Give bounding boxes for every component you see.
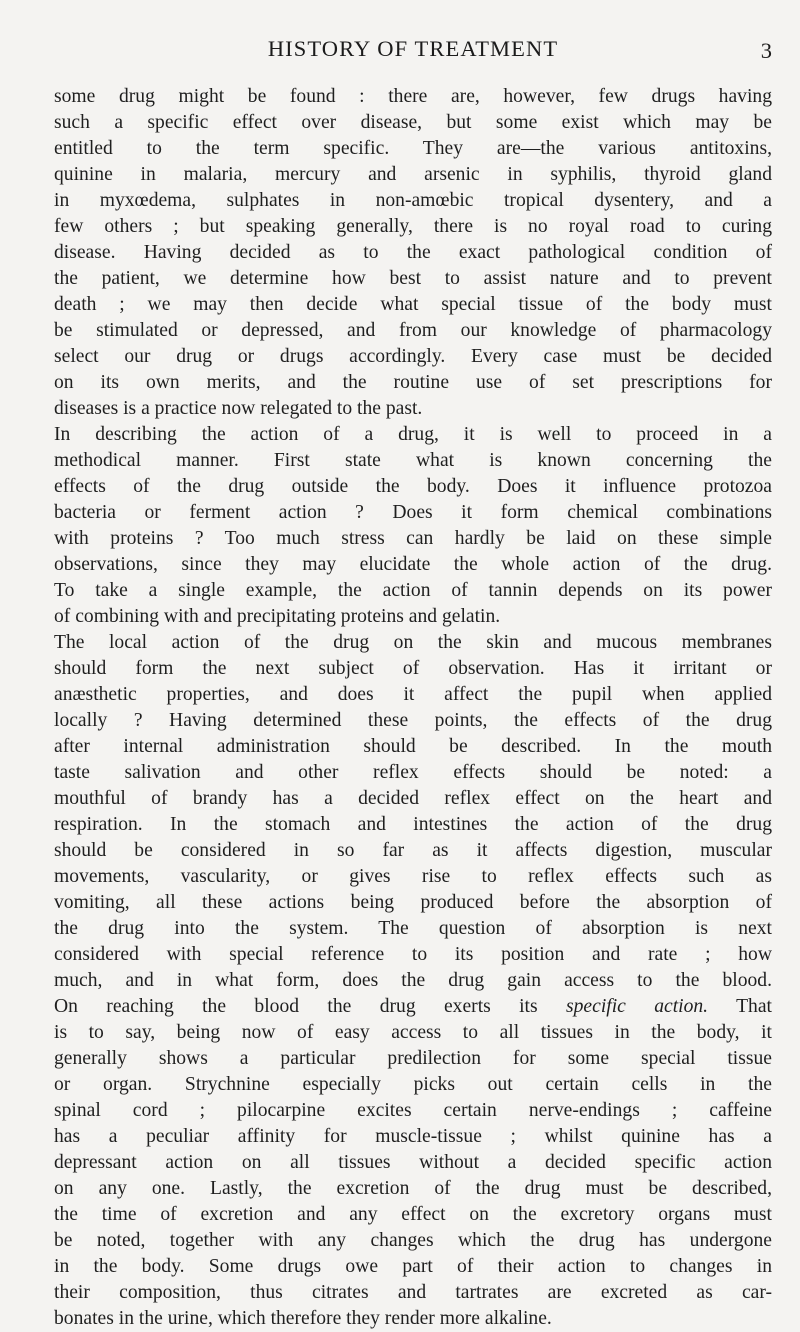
- text-line: should form the next subject of observation. Has it irritant or: [54, 658, 772, 679]
- text-line: should be considered in so far as it affects digestion, muscular: [54, 840, 772, 861]
- text-line: in myxœdema, sulphates in non-amœbic tropical dysentery, and a: [54, 190, 772, 211]
- text-line: considered with special reference to its position and rate ; how: [54, 944, 772, 965]
- text-line: [54, 994, 772, 1020]
- text-line: some drug might be found : there are, however, few drugs having: [54, 86, 772, 107]
- text-line: of combining with and precipitating proteins and gelatin.: [54, 606, 501, 627]
- text-line: vomiting, all these actions being produced before the absorption of: [54, 892, 772, 913]
- text-line: quinine in malaria, mercury and arsenic in syphilis, thyroid gland: [54, 164, 772, 185]
- text-line: such a specific effect over disease, but some exist which may be: [54, 112, 772, 133]
- text-line: disease. Having decided as to the exact pathological condition of: [54, 242, 772, 263]
- running-head: [54, 36, 772, 68]
- text-line: bonates in the urine, which therefore they render more alkaline.: [54, 1308, 552, 1329]
- text-line: locally ? Having determined these points, the effects of the drug: [54, 710, 772, 731]
- text-line: in the body. Some drugs owe part of their action to changes in: [54, 1256, 772, 1277]
- text-line: To take a single example, the action of tannin depends on its power: [54, 580, 772, 601]
- text-line: few others ; but speaking generally, there is no royal road to curing: [54, 216, 772, 237]
- text-line: their composition, thus citrates and tartrates are excreted as car-: [54, 1282, 772, 1303]
- text-line: or organ. Strychnine especially picks out certain cells in the: [54, 1074, 772, 1095]
- text-line: select our drug or drugs accordingly. Every case must be decided: [54, 346, 772, 367]
- text-line: observations, since they may elucidate the whole action of the drug.: [54, 554, 772, 575]
- text-line: with proteins ? Too much stress can hardly be laid on these simple: [54, 528, 772, 549]
- text-line: the time of excretion and any effect on the excretory organs must: [54, 1204, 772, 1225]
- text-line: has a peculiar affinity for muscle-tissue ; whilst quinine has a: [54, 1126, 772, 1147]
- text-line: depressant action on all tissues without a decided specific action: [54, 1152, 772, 1173]
- text-line: the drug into the system. The question of absorption is next: [54, 918, 772, 939]
- text-line: taste salivation and other reflex effects should be noted: a: [54, 762, 772, 783]
- text-line: mouthful of brandy has a decided reflex effect on the heart and: [54, 788, 772, 809]
- body-text: [54, 84, 772, 1332]
- text-line: In describing the action of a drug, it is well to proceed in a: [54, 424, 772, 445]
- text-line: the patient, we determine how best to assist nature and to prevent: [54, 268, 772, 289]
- text-line: movements, vascularity, or gives rise to reflex effects such as: [54, 866, 772, 887]
- text-line: on any one. Lastly, the excretion of the drug must be described,: [54, 1178, 772, 1199]
- text-line: be noted, together with any changes which the drug has undergone: [54, 1230, 772, 1251]
- text-line: diseases is a practice now relegated to the past.: [54, 398, 423, 419]
- text-line: anæsthetic properties, and does it affect the pupil when applied: [54, 684, 772, 705]
- text-line: on its own merits, and the routine use of set prescriptions for: [54, 372, 772, 393]
- text-run: That: [708, 996, 772, 1017]
- text-run: On reaching the blood the drug exerts its: [54, 996, 566, 1017]
- text-line: methodical manner. First state what is known concerning the: [54, 450, 772, 471]
- text-line: much, and in what form, does the drug gain access to the blood.: [54, 970, 772, 991]
- text-line: is to say, being now of easy access to all tissues in the body, it: [54, 1022, 772, 1043]
- text-line: respiration. In the stomach and intestines the action of the drug: [54, 814, 772, 835]
- page-number: 3: [760, 38, 772, 63]
- text-line: death ; we may then decide what special tissue of the body must: [54, 294, 772, 315]
- text-line: entitled to the term specific. They are—the various antitoxins,: [54, 138, 772, 159]
- text-line: after internal administration should be described. In the mouth: [54, 736, 772, 757]
- text-line: The local action of the drug on the skin and mucous membranes: [54, 632, 772, 653]
- text-line: bacteria or ferment action ? Does it form chemical combinations: [54, 502, 772, 523]
- text-line: generally shows a particular predilection for some special tissue: [54, 1048, 772, 1069]
- text-line: be stimulated or depressed, and from our knowledge of pharmacology: [54, 320, 772, 341]
- text-line: effects of the drug outside the body. Does it influence protozoa: [54, 476, 772, 497]
- text-line: spinal cord ; pilocarpine excites certain nerve-endings ; caffeine: [54, 1100, 772, 1121]
- italic-term: specific action.: [566, 996, 709, 1017]
- running-title: HISTORY OF TREATMENT: [267, 36, 559, 61]
